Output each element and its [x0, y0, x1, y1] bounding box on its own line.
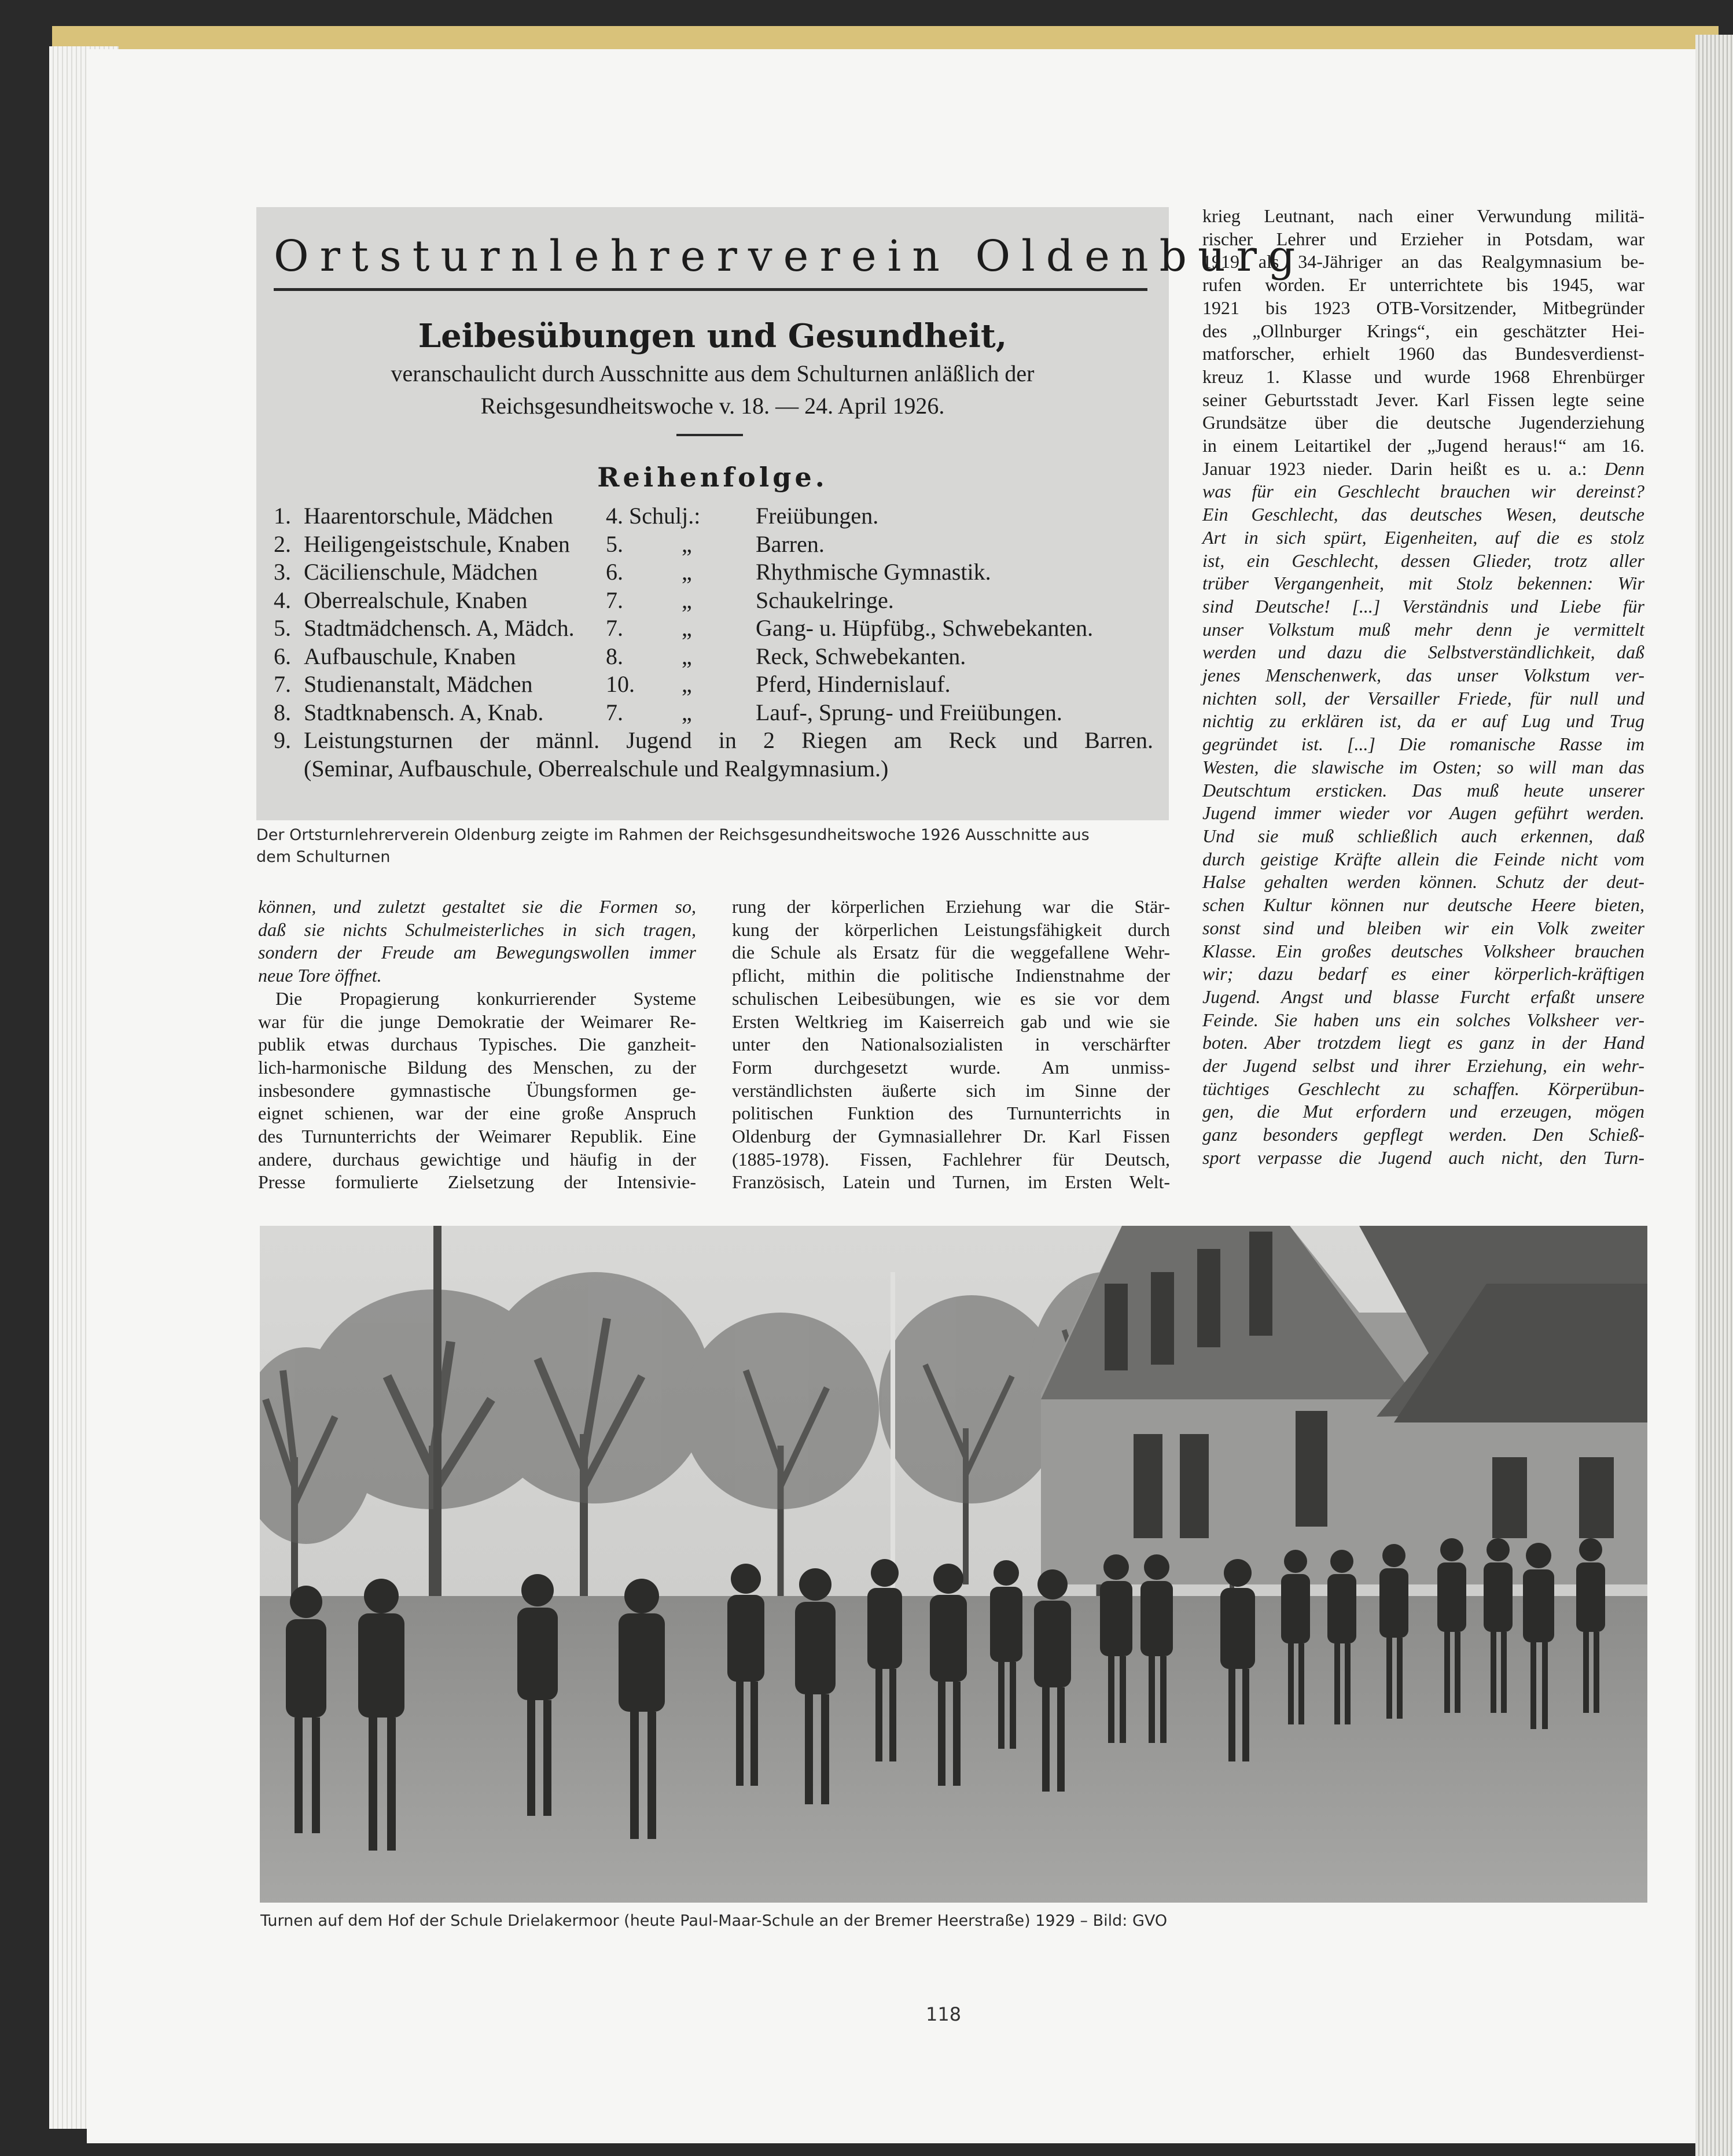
program-row: [274, 530, 1165, 559]
row-exercise: Freiübungen.: [756, 503, 879, 529]
text-line: Ersten Weltkrieg im Kaiserreich gab und wie sie: [732, 1011, 1170, 1032]
row-class: 7.: [606, 587, 623, 613]
text-line: verständlichsten äußerte sich im Sinne der: [732, 1079, 1170, 1101]
text-line: schen Kultur können nur deutsche Heere bieten,: [1202, 894, 1644, 916]
caption-top: [256, 824, 1169, 868]
text-line: jenes Menschenwerk, das unser Volkstum ver-: [1202, 665, 1644, 686]
text-line: tüchtiges Geschlecht zu schaffen. Körperübun-: [1202, 1078, 1644, 1099]
text-line: sondern der Freude am Bewegungswollen immer: [258, 942, 696, 963]
row-ditto: „: [682, 530, 692, 557]
row-school: Oberrealschule, Knaben: [304, 587, 528, 613]
text-line: gen, die Mut erfordern und erzeugen, mögen: [1202, 1101, 1644, 1122]
row-class: 10.: [606, 671, 635, 697]
row-exercise: Lauf-, Sprung- und Freiübungen.: [756, 699, 1062, 725]
document-title: Ortsturnlehrerverein Oldenburg: [274, 231, 1307, 281]
subheading-line: veranschaulicht durch Ausschnitte aus dem Schulturnen anläßlich der: [391, 360, 1035, 386]
text-line: Ein Geschlecht, das deutsches Wesen, deutsche: [1202, 504, 1644, 525]
historical-photo: [260, 1226, 1647, 1903]
text-line: kung der körperlichen Leistungsfähigkeit durch: [732, 919, 1170, 940]
text-line: seiner Geburtsstadt Jever. Karl Fissen legte seine: [1202, 389, 1644, 410]
text-line: sind Deutsche! [...] Verständnis und Liebe für: [1202, 595, 1644, 617]
text-line: Feinde. Sie haben uns ein solches Volksheer ver-: [1202, 1009, 1644, 1030]
row-school: Stadtmädchensch. A, Mädch.: [304, 615, 575, 641]
row-class: 7.: [606, 699, 623, 725]
text-line: eignet schienen, war der eine große Anspruch: [258, 1103, 696, 1124]
text-line: werden und dazu die Selbstverständlichkeit, daß: [1202, 642, 1644, 663]
row-exercise: Reck, Schwebekanten.: [756, 643, 966, 669]
row-exercise: Rhythmische Gymnastik.: [756, 559, 991, 585]
program-row: [274, 670, 1165, 699]
text-column-right: [1202, 205, 1644, 1170]
text-line: insbesondere gymnastische Übungsformen ge-: [258, 1079, 696, 1101]
row-exercise: Schaukelringe.: [756, 587, 894, 613]
row-school: Studienanstalt, Mädchen: [304, 671, 533, 697]
text-line: daß sie nichts Schulmeisterliches in sich tragen,: [258, 919, 696, 940]
text-line: wir; dazu bedarf es einer körperlich-kräftigen: [1202, 963, 1644, 985]
text-line: Oldenburg der Gymnasiallehrer Dr. Karl Fissen: [732, 1126, 1170, 1147]
text-line: was für ein Geschlecht brauchen wir dereinst?: [1202, 481, 1644, 502]
title-rule: [274, 288, 1147, 291]
text-line: Westen, die slawische im Osten; so will man das: [1202, 756, 1644, 777]
row-number: 7.: [274, 671, 291, 697]
row-ditto: „: [682, 615, 692, 641]
row-school: Heiligengeistschule, Knaben: [304, 530, 570, 557]
program-row: [274, 502, 1165, 530]
text-line: Jugend immer wieder vor Augen geführt werden.: [1202, 802, 1644, 824]
text-line: Die Propagierung konkurrierender Systeme: [275, 987, 696, 1009]
text-line: neue Tore öffnet.: [258, 965, 382, 986]
text-line: der Jugend selbst und ihrer Erziehung, ein wehr-: [1202, 1055, 1644, 1077]
text-line: boten. Aber trotzdem liegt es ganz in der Hand: [1202, 1032, 1644, 1053]
text-line: können, und zuletzt gestaltet sie die Formen so,: [258, 896, 696, 917]
row-class: 8.: [606, 643, 623, 669]
row-text: Leistungsturnen der männl. Jugend in 2 Riegen am Reck und Barren.: [304, 727, 1153, 753]
flagpole: [891, 1272, 895, 1642]
row-ditto: „: [682, 699, 692, 725]
row-number: 2.: [274, 530, 291, 557]
text-line: lich-harmonische Bildung des Menschen, zu der: [258, 1056, 696, 1078]
text-line: Französisch, Latein und Turnen, im Ersten Welt-: [732, 1171, 1170, 1193]
order-heading: Reihenfolge.: [597, 462, 828, 493]
document-image: [256, 207, 1307, 820]
text-line: matforscher, erhielt 1960 das Bundesverdienst-: [1202, 343, 1644, 364]
program-row: [274, 727, 1165, 755]
text-line: schulischen Leibesübungen, wie es sie vor dem: [732, 987, 1170, 1009]
text-line: 1921 bis 1923 OTB-Vorsitzender, Mitbegründer: [1202, 297, 1644, 318]
text-line: Form durchgesetzt wurde. Am unmiss-: [732, 1056, 1170, 1078]
caption-line: Der Ortsturnlehrerverein Oldenburg zeigte im Rahmen der Reichsgesundheitswoche 1926 Ausschnitte aus: [256, 826, 1090, 844]
row-class: 6.: [606, 559, 623, 585]
text-italic: Denn: [1604, 458, 1644, 479]
text-line: des „Ollnburger Krings“, ein geschätzter Hei-: [1202, 320, 1644, 341]
text-line: politischen Funktion des Turnunterrichts in: [732, 1103, 1170, 1124]
caption-bottom: Turnen auf dem Hof der Schule Drielakermoor (heute Paul-Maar-Schule an der Bremer Heerstraße) 1929 – Bild: GVO: [260, 1912, 1168, 1930]
text-line: 1919 als 34-Jähriger an das Realgymnasium be-: [1202, 251, 1644, 272]
document-subheading: [256, 358, 1169, 422]
text-line: des Turnunterrichts der Weimarer Republik. Eine: [258, 1126, 696, 1147]
text-line: Grundsätze über die deutsche Jugenderziehung: [1202, 412, 1644, 433]
text-line: die Schule als Ersatz für die weggefallene Wehr-: [732, 942, 1170, 963]
row-number: 4.: [274, 587, 291, 613]
row-number: 9.: [274, 727, 291, 753]
row-ditto: „: [682, 671, 692, 697]
row-number: 1.: [274, 503, 291, 529]
row-exercise: Pferd, Hindernislauf.: [756, 671, 951, 697]
text-line: Halse gehalten werden können. Schutz der deut-: [1202, 871, 1644, 893]
program-row: [274, 558, 1165, 587]
program-row: (Seminar, Aufbauschule, Oberrealschule und Realgymnasium.): [304, 755, 889, 782]
text-line: pflicht, mithin die politische Indienstnahme der: [732, 965, 1170, 986]
row-number: 3.: [274, 559, 291, 585]
caption-line: dem Schulturnen: [256, 848, 391, 866]
text-line: ganz besonders gepflegt werden. Den Schieß-: [1202, 1124, 1644, 1145]
row-number: 5.: [274, 615, 291, 641]
row-school: Haarentorschule, Mädchen: [304, 503, 553, 529]
text-line: (1885-1978). Fissen, Fachlehrer für Deutsch,: [732, 1148, 1170, 1170]
text-line: durch geistige Kräfte allein die Feinde nicht vom: [1202, 848, 1644, 869]
text-line: rung der körperlichen Erziehung war die Stär-: [732, 896, 1170, 917]
text-line: rufen worden. Er unterrichtete bis 1945, war: [1202, 274, 1644, 296]
text-line: nichten soll, der Versailler Friede, für null und: [1202, 687, 1644, 709]
text-line: in einem Leitartikel der „Jugend heraus!“ am 16.: [1202, 435, 1644, 456]
text-plain: Januar 1923 nieder. Darin heißt es u. a.:: [1202, 458, 1605, 479]
row-school: Cäcilienschule, Mädchen: [304, 559, 538, 585]
program-list: [274, 502, 1165, 783]
program-row: [274, 699, 1165, 727]
text-line: Jugend. Angst und blasse Furcht erfaßt unsere: [1202, 986, 1644, 1007]
text-line: [1202, 458, 1644, 481]
text-line: publik etwas durchaus Typisches. Die ganzheit-: [258, 1034, 696, 1055]
short-rule: [676, 434, 743, 436]
text-line: krieg Leutnant, nach einer Verwundung militä-: [1202, 205, 1644, 226]
row-exercise: Barren.: [756, 530, 825, 557]
text-line: sonst sind und bleiben wir ein Volk zweiter: [1202, 917, 1644, 938]
program-row: [274, 643, 1165, 671]
program-row: [274, 614, 1165, 643]
text-line: Art in sich spürt, Eigenheiten, auf die es stolz: [1202, 526, 1644, 548]
text-column-left: [258, 895, 696, 1194]
row-number: 6.: [274, 643, 291, 669]
row-school: Aufbauschule, Knaben: [304, 643, 516, 669]
text-line: gegründet ist. [...] Die romanische Rasse im: [1202, 734, 1644, 755]
row-school: Stadtknabensch. A, Knab.: [304, 699, 544, 725]
row-class: 5.: [606, 530, 623, 557]
page-number: 118: [926, 2003, 962, 2025]
program-row: [274, 587, 1165, 615]
row-ditto: „: [682, 559, 692, 585]
page-stack-right: [1695, 35, 1733, 2156]
text-line: war für die junge Demokratie der Weimarer Re-: [258, 1011, 696, 1032]
text-column-middle: [732, 895, 1170, 1194]
photo-scene: [260, 1226, 1647, 1903]
text-line: kreuz 1. Klasse und wurde 1968 Ehrenbürger: [1202, 366, 1644, 387]
text-line: Presse formulierte Zielsetzung der Intensivie-: [258, 1171, 696, 1193]
text-line: Deutschtum ersticken. Das muß heute unserer: [1202, 779, 1644, 801]
text-line: nichtig zu erklären ist, da er auf Lug und Trug: [1202, 710, 1644, 732]
text-line: Klasse. Ein großes deutsches Volksheer brauchen: [1202, 940, 1644, 961]
text-line: unser Volkstum muß mehr denn je vermittelt: [1202, 618, 1644, 640]
row-class: 4. Schulj.:: [606, 503, 701, 529]
text-line: unter den Nationalsozialisten in verschärfter: [732, 1034, 1170, 1055]
text-line: trüber Vergangenheit, mit Stolz bekennen: Wir: [1202, 573, 1644, 594]
text-line: ist, ein Geschlecht, dessen Glieder, trotz aller: [1202, 550, 1644, 571]
text-line: Und sie muß schließlich auch erkennen, daß: [1202, 825, 1644, 846]
row-exercise: Gang- u. Hüpfübg., Schwebekanten.: [756, 615, 1094, 641]
row-ditto: „: [682, 643, 692, 669]
row-number: 8.: [274, 699, 291, 725]
subheading-line: Reichsgesundheitswoche v. 18. — 24. April 1926.: [480, 393, 945, 419]
text-line: andere, durchaus gewichtige und häufig in der: [258, 1148, 696, 1170]
document-heading: Leibesübungen und Gesundheit,: [418, 317, 1007, 355]
text-line: sport verpasse die Jugend auch nicht, den Turn-: [1202, 1147, 1644, 1168]
row-ditto: „: [682, 587, 692, 613]
text-line: rischer Lehrer und Erzieher in Potsdam, war: [1202, 228, 1644, 249]
row-class: 7.: [606, 615, 623, 641]
